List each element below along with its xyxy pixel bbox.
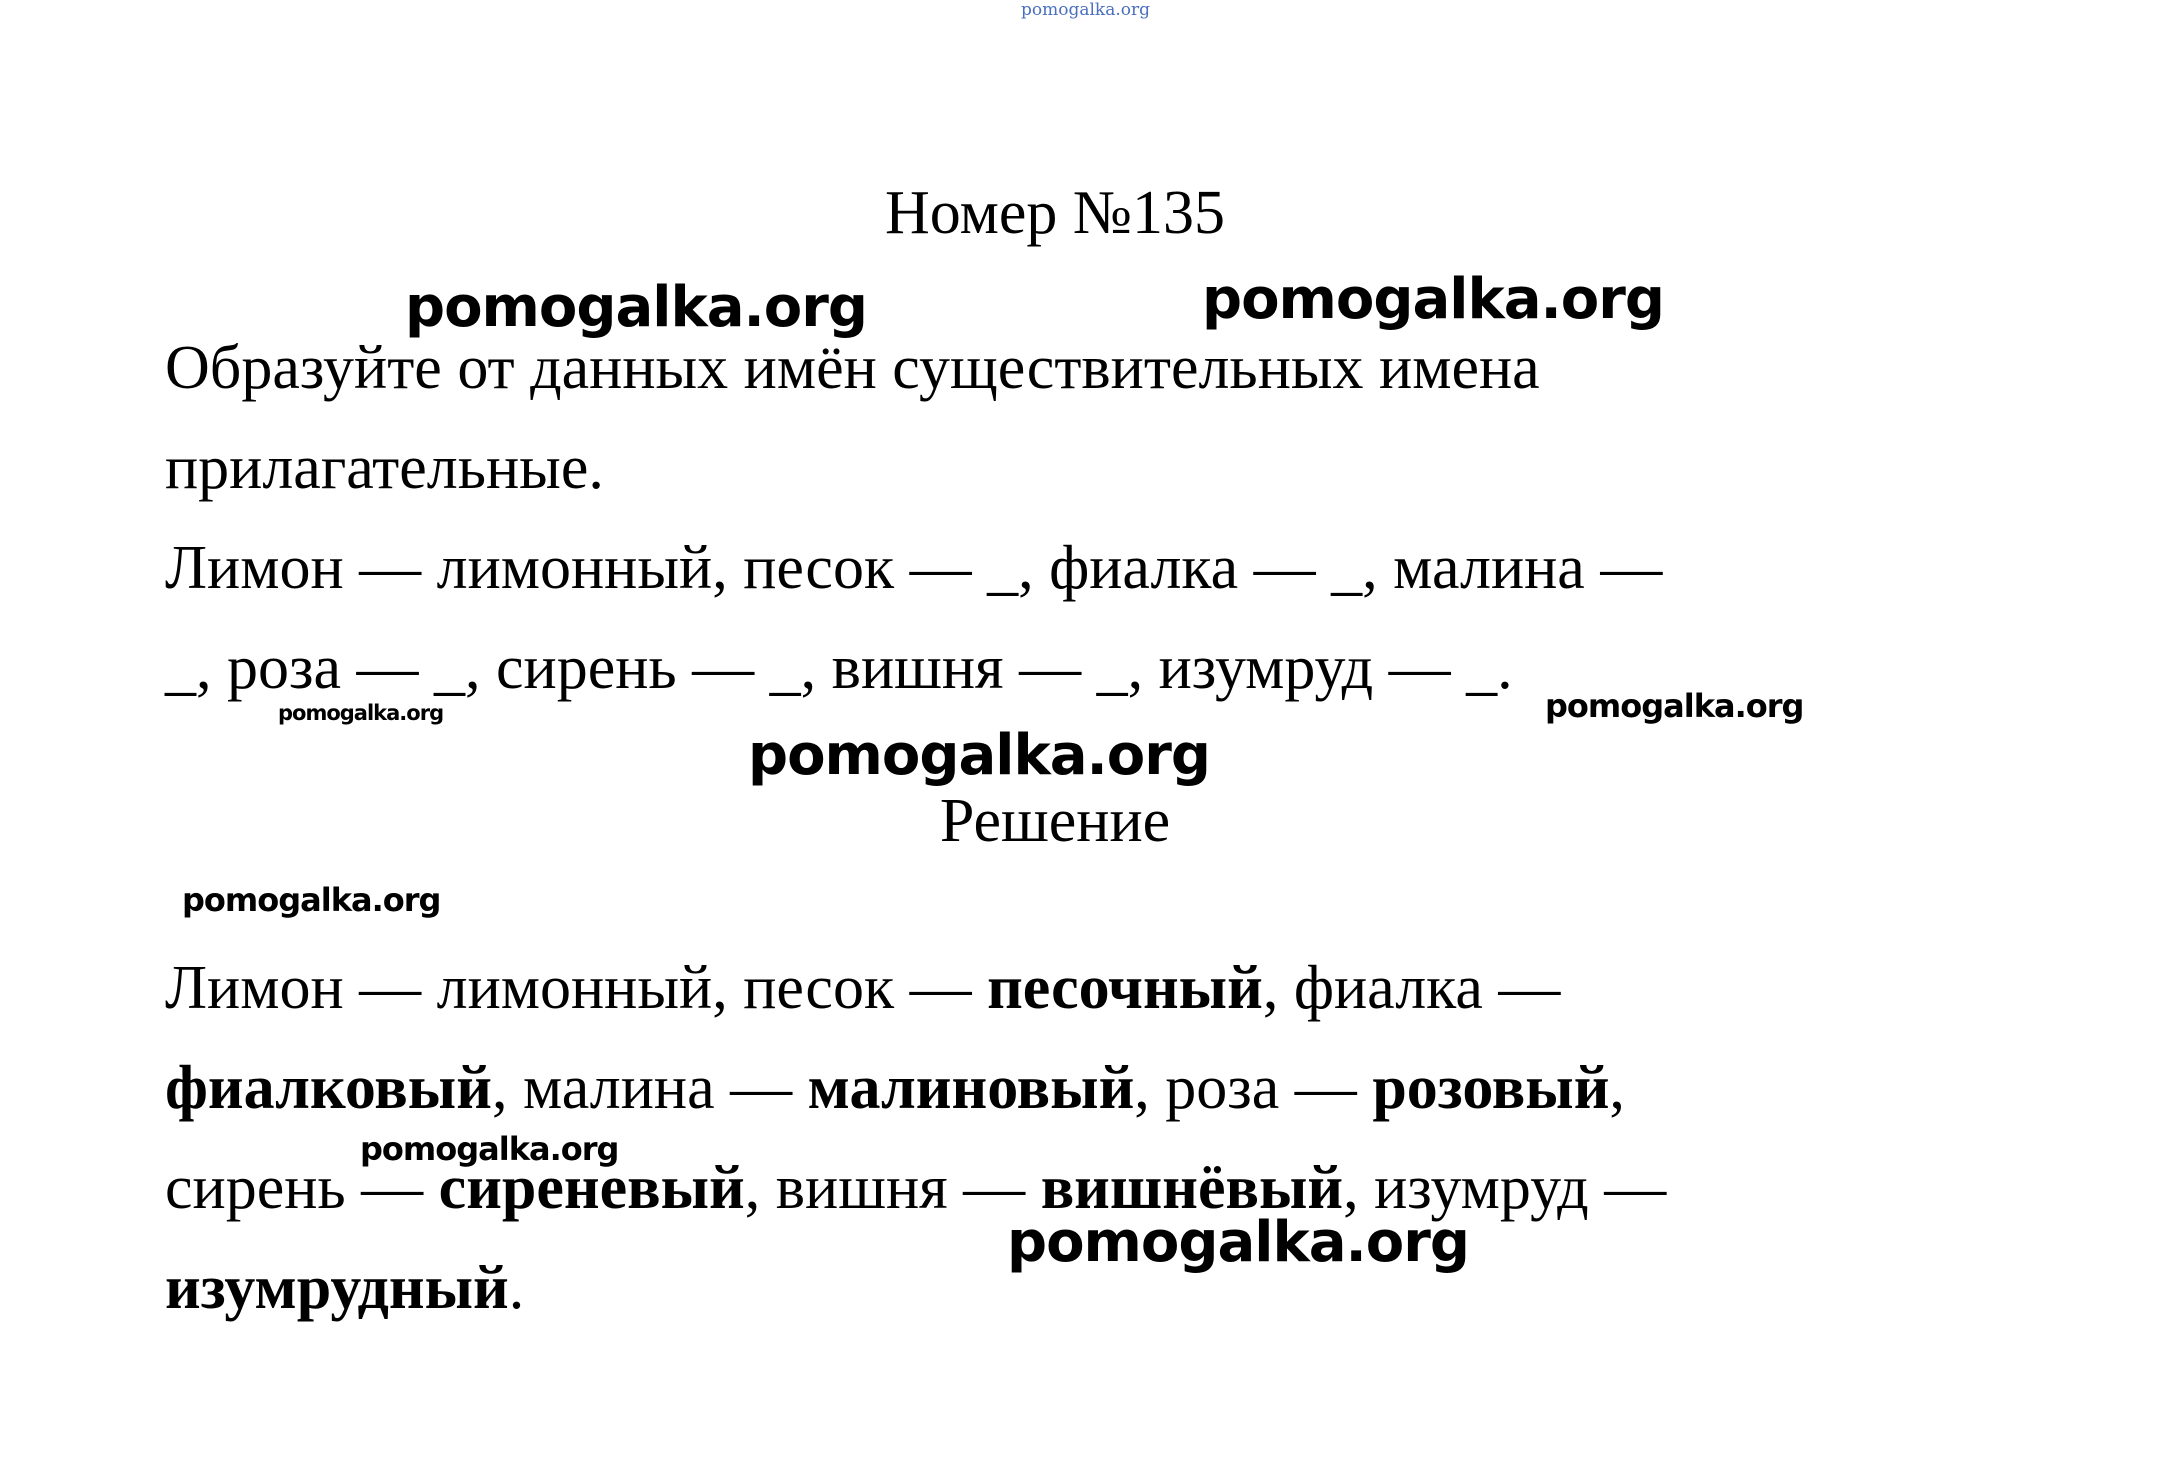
answer-word: фиалковый [165, 1054, 492, 1122]
answer-text-part: , изумруд — [1343, 1154, 1667, 1222]
watermark: pomogalka.org [1202, 267, 1664, 332]
site-link[interactable]: pomogalka.org [1020, 0, 1150, 20]
watermark: pomogalka.org [748, 723, 1210, 788]
answer-text-part: сирень — [165, 1154, 439, 1222]
answer-word: изумрудный [165, 1254, 509, 1322]
solution-heading: Решение [939, 787, 1171, 855]
answer-line [165, 1038, 2065, 1138]
watermark: pomogalka.org [278, 701, 444, 725]
task-line: Образуйте от данных имён существительных имена [165, 334, 1540, 402]
watermark: pomogalka.org [182, 881, 441, 919]
watermark: pomogalka.org [1545, 687, 1804, 725]
watermark: pomogalka.org [405, 275, 867, 340]
watermark: pomogalka.org [360, 1130, 619, 1168]
task-line: Лимон — лимонный, песок — _, фиалка — _, малина — [165, 534, 1663, 602]
answer-word: малиновый [807, 1054, 1135, 1122]
answer-text-part: , малина — [491, 1054, 808, 1122]
answer-word: розовый [1372, 1054, 1610, 1122]
answer-line [165, 938, 2065, 1038]
answer-text-part: Лимон — лимонный, песок — [165, 954, 988, 1022]
watermark: pomogalka.org [1007, 1210, 1469, 1275]
answer-word: сиреневый [438, 1154, 745, 1222]
answer-text-part: , фиалка — [1262, 954, 1561, 1022]
answer-word: вишнёвый [1040, 1154, 1344, 1222]
exercise-title: Номер №135 [884, 179, 1225, 247]
answer-text-part: , вишня — [744, 1154, 1041, 1222]
task-text [165, 318, 2065, 718]
answer-word: песочный [987, 954, 1263, 1022]
answer-text-part: , роза — [1134, 1054, 1373, 1122]
answer-text-part: . [508, 1254, 525, 1322]
task-line: _, роза — _, сирень — _, вишня — _, изумруд — _. [165, 634, 1513, 702]
task-line: прилагательные. [165, 434, 604, 502]
answer-text-part: , [1609, 1054, 1625, 1122]
